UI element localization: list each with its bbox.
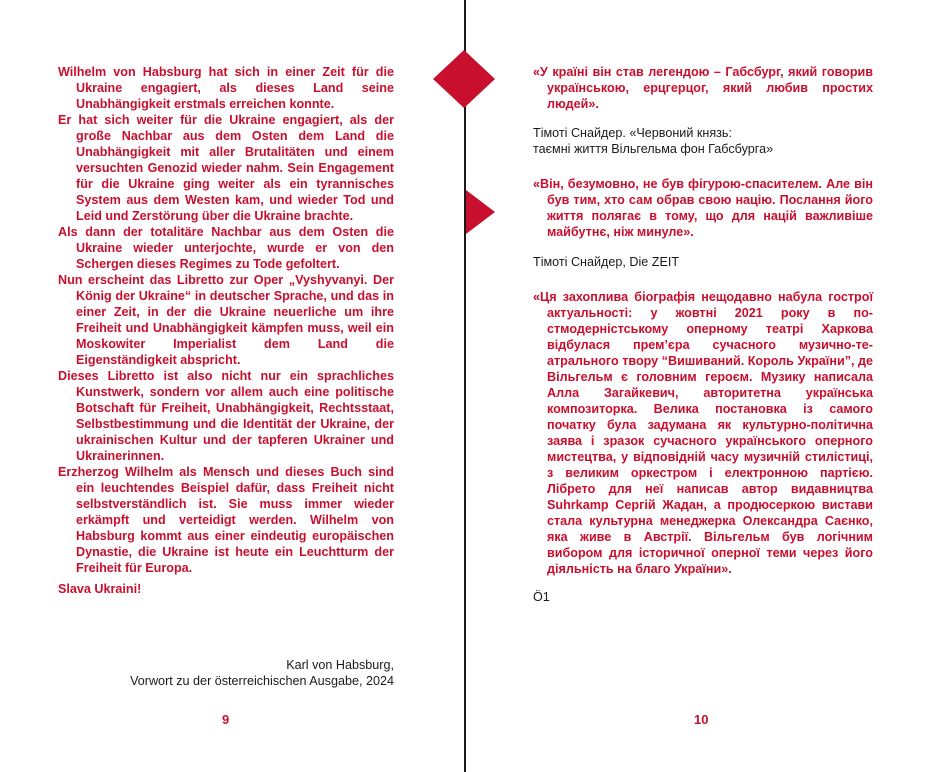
paragraph-2: Er hat sich weiter für die Ukraine engagiert, als der große Nachbar aus dem Osten dem Land die Unabhängigkeit mit aller Brutalitäten und einem versuchten Genozid wieder nahm. Sein Engagement für die Ukraine ging weiter als ein tyrannisches System aus dem Westen kam, und wieder Tod und Leid und Zerstörung über die Ukraine brachte.	[58, 113, 394, 223]
left-page	[58, 64, 394, 597]
book-spine	[464, 0, 466, 772]
right-page	[533, 64, 873, 605]
quote-2-source: Тімоті Снайдер, Die ZEIT	[533, 255, 680, 269]
paragraph-6: Erzherzog Wilhelm als Mensch und dieses Buch sind ein leuchtendes Beispiel dafür, dass Freiheit nicht selbstverständlich ist. Sie muss immer wieder erkämpft und verteidigt werden. Wilhelm von Habsburg kommt aus einer eindeutig europäischen Dynastie, die Ukraine ist heute ein Leuchtturm der Freiheit für Europa.	[58, 465, 394, 575]
paragraph-5: Dieses Libretto ist also nicht nur ein sprachliches Kunstwerk, sondern vor allem auch eine politische Botschaft für Freiheit, Unabhängigkeit, Rechtsstaat, Selbstbestimmung und die Identität der Ukraine, der ukrainischen Kultur und der tapferen Ukrainer und Ukrainerinnen.	[58, 369, 394, 463]
signature-name: Karl von Habsburg,	[286, 658, 394, 672]
quote-1-source-line-2: таємні життя Вільгельма фон Габсбурга»	[533, 142, 774, 156]
page-number-left: 9	[222, 712, 230, 727]
paragraph-1: Wilhelm von Habsburg hat sich in einer Zeit für die Ukraine engagiert, als dieses Land seine Unabhängigkeit erstmals erreichen konnte.	[58, 65, 394, 111]
quote-2: «Він, безумовно, не був фігурою-спасителем. Але він був тим, хто сам обрав свою націю. Послання його життя полягає в тому, що для націй важливіше майбутнє, ніж минуле».	[533, 177, 873, 239]
quote-1: «У країні він став легендою – Габсбург, який говорив українською, ерцгерцог, який любив простих людей».	[533, 65, 873, 111]
signature	[130, 657, 394, 689]
paragraph-4: Nun erscheint das Libretto zur Oper „Vyshyvanyi. Der König der Ukraine“ in deutscher Sprache, und das in einer Zeit, in der die Ukraine neuerliche um ihre Freiheit und Unabhängigkeit kämpfen muss, weil ein Moskowiter Imperialist dem Land die Eigenständigkeit abspricht.	[58, 273, 394, 367]
signature-source: Vorwort zu der österreichischen Ausgabe, 2024	[130, 674, 394, 688]
quote-1-source-line-1: Тімоті Снайдер. «Червоний князь:	[533, 126, 732, 140]
quote-3-source: Ö1	[533, 590, 550, 604]
closing-line: Slava Ukraini!	[58, 582, 142, 596]
page-number-right: 10	[694, 712, 709, 727]
paragraph-3: Als dann der totalitäre Nachbar aus dem Osten die Ukraine wieder unterjochte, wurde er von den Schergen dieses Regimes zu Tode gefoltert.	[58, 225, 394, 271]
quote-3: «Ця захоплива біографія нещодавно набула гострої актуальності: у жовтні 2021 року в постмодерністському оперному театрі Харкова відбулася прем’єра сучасного музично-театрального твору “Вишиваний. Король України”, де Вільгельм є головним героєм. Музику написала Алла Загайкевич, авторитетна українська композиторка. Велика постановка із самого початку була задумана як культурно-політична заява і зразок сучасного українського оперного мистецтва, у відповідній часу музичній стилістиці, з великим оркестром і електронною партією. Лібрето для неї написав автор видавництва Suhrkamp Сергій Жадан, а продюсеркою вистави стала культурна менеджерка Олександра Саєнко, яка живе в Австрії. Вільгельм був логічним вибором для історичної оперної теми через його діяльність на благо України».	[533, 290, 873, 576]
quote-marker-arrow	[466, 190, 496, 234]
quote-marker-diamond	[433, 50, 495, 108]
